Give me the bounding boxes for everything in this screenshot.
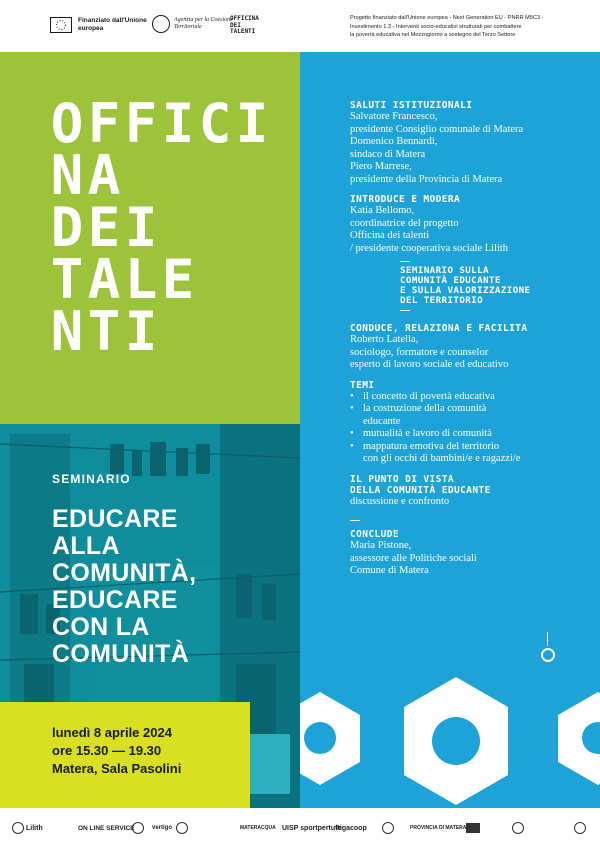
spiral-icon xyxy=(541,648,555,662)
temi-item-line: • la costruzione della comunità xyxy=(363,403,487,414)
agency-text: Agenzia per la Coesione Territoriale xyxy=(174,17,233,30)
sponsor-logo xyxy=(78,818,135,838)
title-letter: F xyxy=(124,92,158,155)
title-letter: T xyxy=(87,300,121,363)
seminar-title-line: COMUNITÀ xyxy=(52,640,190,668)
saluti-line: Piero Marrese, xyxy=(350,161,412,172)
list-item xyxy=(350,441,590,466)
sponsor-name: ON LINE SERVICE xyxy=(78,824,135,832)
conclude-line: Comune di Matera xyxy=(350,565,429,576)
program xyxy=(350,100,590,578)
saluti-line: Salvatore Francesco, xyxy=(350,111,438,122)
main-title xyxy=(50,92,269,363)
list-item xyxy=(350,403,590,428)
seminar-title-line: ALLA xyxy=(52,532,120,560)
emblem-icon xyxy=(152,15,170,33)
sponsor-footer xyxy=(0,808,600,848)
title-letter: E xyxy=(161,248,195,311)
sponsor-logo xyxy=(512,818,524,838)
program-panel xyxy=(300,52,600,808)
project-info-line: Progetto finanziato dall'Unione europea - Next Generation EU - PNRR M5C3 - xyxy=(350,15,544,21)
title-letter: N xyxy=(50,144,84,207)
conduce-heading: CONDUCE, RELAZIONA E FACILITA xyxy=(350,323,528,334)
ring-icon xyxy=(574,822,586,834)
brand-small-logo xyxy=(230,16,270,36)
agency-logo xyxy=(152,15,234,33)
title-line xyxy=(50,248,269,311)
event-place: Matera, Sala Pasolini xyxy=(52,761,182,776)
title-letter: T xyxy=(50,248,84,311)
title-line xyxy=(50,144,269,207)
conclude-line: Maria Pistone, xyxy=(350,540,412,551)
introduce-heading: INTRODUCE E MODERA xyxy=(350,194,461,205)
sponsor-name: MATERACQUA xyxy=(240,825,276,831)
conclude-heading: CONCLUDE xyxy=(350,529,399,540)
title-line xyxy=(50,92,269,155)
divider xyxy=(400,310,410,311)
title-letter: F xyxy=(87,92,121,155)
conduce-line: sociologo, formatore e counselor xyxy=(350,346,489,358)
ring-icon xyxy=(132,822,144,834)
event-date-box xyxy=(0,702,250,808)
conclude-line: assessore alle Politiche sociali xyxy=(350,552,477,564)
punto-heading-line: DELLA COMUNITÀ EDUCANTE xyxy=(350,484,491,496)
sponsor-logo xyxy=(336,818,367,838)
seminar-title-line: COMUNITÀ, xyxy=(52,559,197,587)
title-letter: I xyxy=(124,300,158,363)
divider xyxy=(400,261,410,262)
ring-icon xyxy=(512,822,524,834)
sponsor-name: PROVINCIA DI MATERA xyxy=(410,825,467,831)
title-letter: I xyxy=(235,92,269,155)
crest-icon xyxy=(176,822,188,834)
seminar-topic-line: SEMINARIO SULLA xyxy=(400,265,489,276)
eu-logo xyxy=(50,17,148,33)
vertical-credit-mark xyxy=(547,632,553,646)
title-letter: I xyxy=(161,92,195,155)
seminar-topic-line: E SULLA VALORIZZAZIONE xyxy=(400,285,531,296)
sponsor-logo xyxy=(152,818,172,838)
sponsor-name: Lilith xyxy=(26,824,43,832)
introduce-line: Officina dei talenti xyxy=(350,230,430,241)
hexagon-ring-icon xyxy=(558,692,600,808)
punto-heading-line: IL PUNTO DI VISTA xyxy=(350,473,455,485)
sponsor-logo xyxy=(132,818,144,838)
title-line xyxy=(50,196,269,259)
brand-small-line: OFFICINA xyxy=(230,15,259,22)
logo-block-icon xyxy=(466,823,480,833)
project-info-line: Investimento 1.3 - Interventi socio-educativi strutturati per combattere xyxy=(350,23,522,30)
temi-item-line: con gli occhi di bambini/e e ragazzi/e xyxy=(363,453,521,464)
seminar-topic xyxy=(350,261,590,311)
title-letter: E xyxy=(87,196,121,259)
sponsor-name: UISP sportpertutti xyxy=(282,824,342,832)
eu-logo-text: Finanziato dall'Unione europea xyxy=(78,17,147,32)
title-letter: L xyxy=(124,248,158,311)
saluti-line: presidente della Provincia di Matera xyxy=(350,173,503,185)
introduce-line: Katia Bellomo, xyxy=(350,205,415,216)
conduce-line: esperto di lavoro sociale ed educativo xyxy=(350,359,509,370)
sponsor-name: legacoop xyxy=(336,824,367,832)
temi-item-line: • mutualità e lavoro di comunità xyxy=(363,428,492,439)
sponsor-logo xyxy=(466,818,480,838)
title-letter: N xyxy=(50,300,84,363)
punto-line: discussione e confronto xyxy=(350,495,450,507)
list-item xyxy=(350,391,590,404)
sponsor-logo xyxy=(282,818,342,838)
temi-heading: TEMI xyxy=(350,379,375,391)
title-letter: A xyxy=(87,248,121,311)
seminar-title xyxy=(52,506,292,668)
project-info-line: la povertà educativa nel Mezzogiorno a sostegno del Terzo Settore xyxy=(350,32,516,39)
sponsor-logo xyxy=(240,818,276,838)
saluti-line: sindaco di Matera xyxy=(350,148,426,160)
saluti-line: Domenico Bennardi, xyxy=(350,136,438,147)
temi-list xyxy=(350,391,590,466)
crest-icon xyxy=(382,822,394,834)
seminar-title-line: EDUCARE xyxy=(52,586,178,614)
sponsor-logo xyxy=(382,818,394,838)
sponsor-logo xyxy=(410,818,466,838)
divider xyxy=(350,520,360,521)
event-date: lunedì 8 aprile 2024 xyxy=(52,725,172,740)
saluti-heading: SALUTI ISTITUZIONALI xyxy=(350,100,473,111)
introduce-line: coordinatrice del progetto xyxy=(350,217,459,229)
seminar-title-line: CON LA xyxy=(52,613,150,641)
header xyxy=(0,0,600,52)
title-letter: A xyxy=(87,144,121,207)
sponsor-logo xyxy=(12,818,43,838)
event-time: ore 15.30 — 19.30 xyxy=(52,743,162,758)
temi-item-line: educante xyxy=(363,415,401,427)
list-item xyxy=(350,428,590,441)
eu-flag-icon xyxy=(50,17,72,33)
title-line xyxy=(50,300,269,363)
brand-small-line: DEI xyxy=(230,21,241,29)
seminar-title-line: EDUCARE xyxy=(52,505,178,533)
conduce-line: Roberto Latella, xyxy=(350,334,419,345)
seminar-topic-line: COMUNITÀ EDUCANTE xyxy=(400,275,501,286)
title-letter: O xyxy=(50,92,84,155)
title-panel xyxy=(0,52,300,424)
hexagon-ring-icon xyxy=(300,692,360,808)
sponsor-logo xyxy=(176,818,188,838)
seminar-label: SEMINARIO xyxy=(52,472,131,486)
seminar-topic-line: DEL TERRITORIO xyxy=(400,295,484,306)
sponsor-logo xyxy=(574,818,586,838)
saluti-line: presidente Consiglio comunale di Matera xyxy=(350,123,524,135)
project-info xyxy=(350,14,595,40)
introduce-line: / presidente cooperativa sociale Lilith xyxy=(350,242,509,254)
title-letter: I xyxy=(124,196,158,259)
hexagon-ring-icon xyxy=(396,677,516,808)
temi-item-line: • il concetto di povertà educativa xyxy=(363,390,495,402)
title-letter: C xyxy=(198,92,232,155)
title-letter: D xyxy=(50,196,84,259)
lilith-icon xyxy=(12,822,24,834)
brand-small-line: TALENTI xyxy=(230,28,256,35)
sponsor-name: vertigo xyxy=(152,825,173,831)
temi-item-line: • mappatura emotiva del territorio xyxy=(363,440,500,452)
